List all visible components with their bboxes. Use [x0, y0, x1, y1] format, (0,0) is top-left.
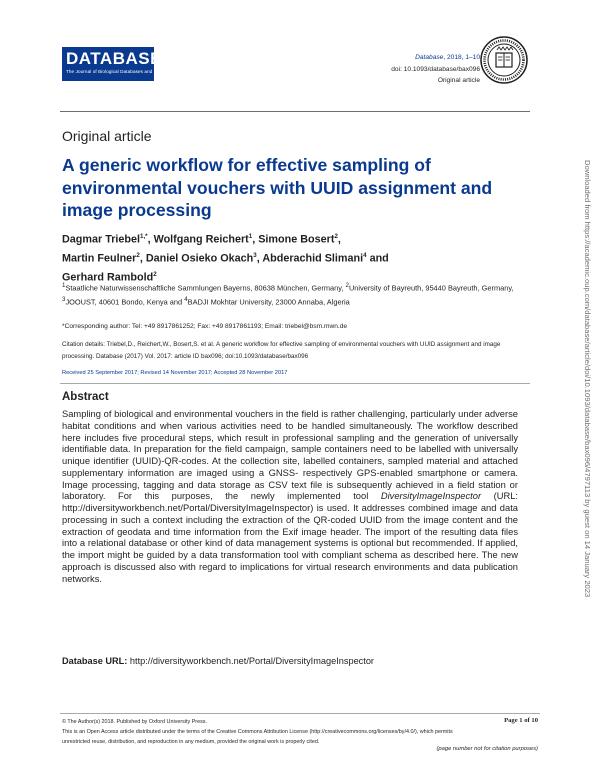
journal-logo	[62, 47, 172, 81]
database-url	[62, 656, 374, 666]
affiliations: $^1$Staatliche Naturwissenschaftliche Sammlungen Bayerns, 80638 München, Germany, $^2$University of Bayreuth, 95440 Bayreuth, Germany, $^3$JOOUST, 40601 Bondo, Kenya and $^4$BADJI Mokhtar University, 23000 Annaba, Algeria	[62, 282, 514, 307]
journal-logo-text: DATABASE	[66, 49, 162, 68]
license-line: unrestricted reuse, distribution, and reproduction in any medium, provided the original work is properly cited.	[62, 739, 320, 745]
author[interactable]: Wolfgang Reichert	[153, 233, 249, 246]
database-url-label: Database URL:	[62, 656, 128, 666]
journal-doi: doi: 10.1093/database/bax096	[391, 65, 480, 73]
footer-divider	[60, 713, 540, 714]
affiliation: BADJI Mokhtar University, 23000 Annaba, Algeria	[187, 297, 350, 307]
oup-seal-icon	[480, 36, 528, 84]
author-affiliation-mark: 4	[363, 252, 367, 260]
affiliation: JOOUST, 40601 Bondo, Kenya and	[65, 297, 185, 307]
author[interactable]: Dagmar Triebel	[62, 233, 141, 246]
journal-info	[391, 52, 480, 87]
journal-name: Database	[415, 54, 444, 61]
footer-license	[62, 717, 502, 747]
license-line: This is an Open Access article distributed under the terms of the Creative Commons Attribution License (http://creativecommons.org/licenses/by/4.0/), which permits	[62, 729, 453, 735]
author[interactable]: Martin Feulner	[62, 252, 137, 265]
author-affiliation-mark: 1	[248, 233, 253, 240]
database-url-link[interactable]: http://diversityworkbench.net/Portal/DiversityImageInspector	[127, 656, 374, 666]
journal-pages: , 2018, 1–10	[443, 54, 480, 61]
journal-citation-line	[391, 52, 480, 64]
header-divider	[60, 111, 530, 112]
tool-name: DiversityImageInspector	[380, 491, 482, 502]
affiliation: Staatliche Naturwissenschaftliche Sammlungen Bayerns, 80638 München, Germany,	[65, 283, 346, 293]
journal-logo-subtitle: The Journal of Biological Databases and Curation	[66, 69, 172, 74]
page-number: Page 1 of 10	[504, 717, 538, 724]
article-category: Original article	[62, 128, 152, 144]
author-affiliation-mark: 1,*	[140, 233, 148, 240]
author-list: Dagmar Triebel$^{1,*}$, Wolfgang Reichert$^1$, Simone Bosert$^2$, Martin Feulner$^2$, Daniel Osieko Okach$^3$, Abderachid Slimani$^4$ and Gerhard Rambold$^2$	[62, 233, 389, 284]
author-affiliation-mark: 2	[136, 252, 140, 260]
author[interactable]: Simone Bosert	[258, 233, 335, 246]
citation-details: Citation details: Triebel,D., Reichert,W., Bosert,S. et al. A generic workflow for effective sampling of environmental vouchers with UUID assignment and image processing. Database (2017) Vol. 2017: article ID bax096; doi:10.1093/database/bax096	[62, 341, 501, 360]
author-affiliation-mark: 3	[253, 252, 257, 260]
abstract-body: Sampling of biological and environmental vouchers in the field is rather challenging, particularly under adverse habitat conditions and when various activities need to be handled simultaneously. The workflow described here includes five procedural steps, which result in professional sampling and the generation of universally identifiable data. In preparation for the field campaign, sample containers need to be labelled with universally unique identifier (UUID)-QR-codes. At the collection site, labelled containers, sampled material and attached supplementary information are imaged using a GNSS- respectively GPS-enabled smartphone or camera. Image processing, tagging and data storage as CSV text file is subsequently achieved in a field station or laboratory. For this purposes, the newly implemented tool DiversityImageInspector (URL: http://diversityworkbench.net/Portal/DiversityImageInspector) is used. It addresses combined image and data processing in such a context including the extraction of the QR-coded UUID from the image content and the extraction of geodata and time information from the Exif image header. The import of the resulting data files into a relational database or other kind of data management systems is optional but recommended. If applied, the import might be guided by a data transformation tool with compliant schema as described here. The new approach is discussed also with regard to implications for virtual research environments and data publication networks.	[62, 409, 519, 584]
author-affiliation-mark: 2	[334, 233, 338, 240]
page-number-note: (page number not for citation purposes)	[436, 746, 538, 752]
corresponding-author: *Corresponding author: Tel: +49 8917861252; Fax: +49 8917861193; Email: triebel@bsm.mwn.de	[62, 323, 348, 330]
abstract-heading: Abstract	[62, 391, 109, 403]
author[interactable]: Gerhard Rambold	[62, 271, 154, 284]
journal-article-type: Original article	[437, 77, 480, 84]
affiliation: University of Bayreuth, 95440 Bayreuth, Germany,	[348, 283, 514, 293]
copyright-line: © The Author(s) 2018. Published by Oxford University Press.	[62, 719, 207, 725]
author[interactable]: Abderachid Slimani	[262, 252, 364, 265]
article-dates: Received 25 September 2017; Revised 14 November 2017; Accepted 28 November 2017	[62, 370, 288, 376]
author[interactable]: Daniel Osieko Okach	[145, 252, 254, 265]
download-watermark: Downloaded from https://academic.oup.com/database/article/doi/10.1093/database/bax096/4797113 by guest on 14 January 2023	[583, 160, 592, 598]
author-affiliation-mark: 2	[153, 271, 157, 279]
section-divider	[60, 383, 530, 384]
article-title: A generic workflow for effective sampling of environmental vouchers with UUID assignment and image processing	[62, 155, 493, 220]
